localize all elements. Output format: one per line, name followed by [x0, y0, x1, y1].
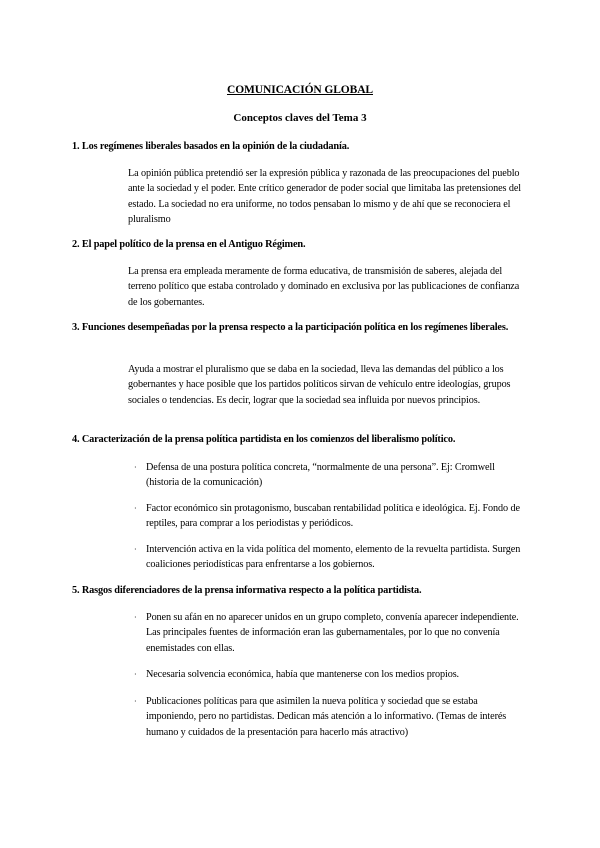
- bullet-text: Necesaria solvencia económica, había que mantenerse con los medios propios.: [146, 669, 460, 680]
- section-1-paragraph: La opinión pública pretendió ser la expresión pública y razonada de las preocupaciones del pueblo ante la sociedad y el poder. Ente crítico generador de poder social que limitaba las pretensiones del estado. La sociedad no era uniforme, no todos pensaban lo mismo y de ahí que se reconociera el pluralismo: [128, 168, 522, 225]
- bullet-text: Defensa de una postura política concreta, “normalmente de una persona”. Ej: Cromwell (historia de la comunicación): [146, 462, 495, 489]
- bullet-text: Factor económico sin protagonismo, buscaban rentabilidad política e ideológica. Ej. Fondo de reptiles, para comprar a los periodistas y periódicos.: [146, 503, 520, 530]
- bullet-text: Intervención activa en la vida política del momento, elemento de la revuelta partidista. Surgen coaliciones periodísticas para enfrentarse a los gobiernos.: [146, 544, 521, 571]
- document-subtitle: Conceptos claves del Tema 3: [233, 112, 367, 124]
- section-4-heading: 4. Caracterización de la prensa política partidista en los comienzos del liberalismo político.: [72, 434, 456, 445]
- document-title: COMUNICACIÓN GLOBAL: [226, 84, 373, 96]
- section-5-heading: 5. Rasgos diferenciadores de la prensa informativa respecto a la política partidista.: [72, 585, 422, 596]
- bullet-dot: ·: [134, 463, 137, 472]
- bullet-text: Publicaciones políticas para que asimilen la nueva política y sociedad que se estaba imponiendo, pero no partidistas. Dedican más atención a lo informativo. (Temas de interés humano y cuidados de la presentación para hacerlo más atractivo): [146, 696, 507, 738]
- bullet-dot: ·: [134, 613, 137, 622]
- bullet-text: Ponen su afán en no aparecer unidos en un grupo completo, convenía aparecer independiente. Las principales fuentes de información eran las gubernamentales, por lo que no convenía enemistades con ellas.: [146, 612, 519, 654]
- section-3-heading: 3. Funciones desempeñadas por la prensa respecto a la participación política en los regímenes liberales.: [72, 322, 509, 333]
- section-2-paragraph: La prensa era empleada meramente de forma educativa, de transmisión de saberes, alejada del terreno político que estaba controlado y dominado en exclusiva por las publicaciones de confianza de los gobernantes.: [128, 266, 520, 308]
- section-5-bullet-3: [134, 694, 526, 740]
- bullet-dot: ·: [134, 697, 137, 706]
- section-3-paragraph: Ayuda a mostrar el pluralismo que se daba en la sociedad, lleva las demandas del público a los gobernantes y hace posible que los partidos políticos sirvan de vehículo entre ideologías, grupos sociales o tendencias. Es decir, lograr que la sociedad sea influida por nuevos principios.: [128, 364, 511, 406]
- section-4-bullet-1: [134, 460, 526, 491]
- section-1-heading: 1. Los regímenes liberales basados en la opinión de la ciudadanía.: [72, 141, 350, 152]
- bullet-dot: ·: [134, 545, 137, 554]
- section-4-bullet-2: [134, 501, 526, 532]
- bullet-dot: ·: [134, 504, 137, 513]
- section-4-bullet-3: [134, 542, 526, 573]
- section-2-heading: 2. El papel político de la prensa en el Antiguo Régimen.: [72, 239, 306, 250]
- bullet-dot: ·: [134, 670, 137, 679]
- section-5-bullet-2: [134, 667, 526, 682]
- section-5-bullet-1: [134, 610, 526, 656]
